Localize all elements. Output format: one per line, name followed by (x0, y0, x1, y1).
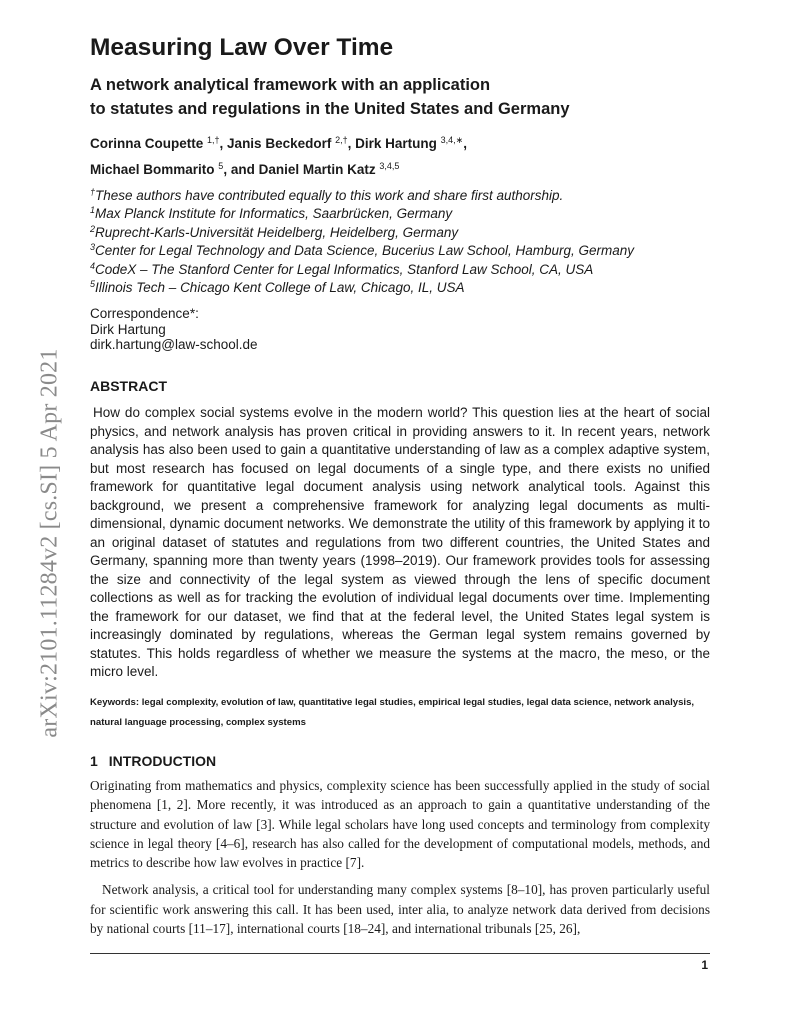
correspondence-name: Dirk Hartung (90, 321, 166, 337)
abstract-body (90, 404, 710, 682)
abstract-text: How do complex social systems evolve in the modern world? This question lies at the heart of social physics, and network analysis has proven critical in providing answers to it. In recent years, network analysis has also been used to gain a quantitative understanding of law as a complex adaptive system, but most research has focused on legal documents of a single type, and there exists no unified framework for quantitative legal document analysis using network analytical tools. Against this background, we present a comprehensive framework for analyzing legal documents as multi-dimensional, dynamic document networks. We demonstrate the utility of this framework by applying it to an original dataset of statutes and regulations from two different countries, the United States and Germany, spanning more than twenty years (1998–2019). Our framework provides tools for assessing the size and connectivity of the legal system as viewed through the lens of specific document collections as well as for tracking the evolution of individual legal documents over time. Implementing the framework for our dataset, we find that at the federal level, the United States legal system is increasingly dominated by regulations, whereas the German legal system remains governed by statutes. This holds regardless of whether we measure the systems at the macro, the meso, or the micro level. (90, 405, 710, 679)
author-line-1: Corinna Coupette $^{1,\dagger}$, Janis Beckedorf $^{2,\dagger}$, Dirk Hartung $^{3,4,∗}$, (90, 135, 467, 151)
introduction-body (90, 776, 710, 938)
arxiv-sidebar-stamp (26, 343, 74, 743)
affiliation-item: $^1$Max Planck Institute for Informatics, Saarbrücken, Germany (90, 205, 453, 222)
subtitle-line-1: A network analytical framework with an application (90, 76, 491, 94)
keywords-label: Keywords: (90, 697, 140, 708)
subtitle-line-2: to statutes and regulations in the United States and Germany (90, 100, 570, 118)
author-name: Corinna Coupette (90, 136, 204, 151)
footer-divider (90, 953, 710, 954)
section-number: 1 (90, 753, 98, 769)
author-name: Janis Beckedorf (227, 136, 332, 151)
author-line-2: Michael Bommarito $^5$, and Daniel Martin Katz $^{3,4,5}$ (90, 161, 400, 177)
affiliation-item: $^5$Illinois Tech – Chicago Kent College of Law, Chicago, IL, USA (90, 279, 465, 296)
author-affiliation-marks: 5 (218, 161, 224, 171)
introduction-heading (90, 753, 216, 769)
introduction-paragraph-1: Originating from mathematics and physics, complexity science has been successfully applied in the study of social phenomena [1, 2]. More recently, it was introduced as an approach to gain a quantitative understanding of the structure and evolution of law [3]. While legal scholars have long used concepts and terminology from complexity science in legal theory [4–6], research has also called for the development of computational models, methods, and metrics to describe how law evolves in practice [7]. (90, 778, 710, 871)
paper-title: Measuring Law Over Time (90, 34, 394, 61)
keywords-text: legal complexity, evolution of law, quantitative legal studies, empirical legal studies, legal data science, network analysis, natural language processing, complex systems (90, 697, 695, 728)
author-affiliation-marks: 1,† (207, 135, 220, 145)
correspondence-block (90, 306, 710, 353)
affiliation-item: $^3$Center for Legal Technology and Data Science, Bucerius Law School, Hamburg, Germany (90, 242, 635, 259)
paper-page (90, 32, 710, 937)
page-number: 1 (701, 958, 708, 972)
affiliation-item: $^2$Ruprecht-Karls-Universität Heidelberg, Heidelberg, Germany (90, 223, 459, 240)
author-affiliation-marks: 2,† (335, 135, 348, 145)
keywords (90, 693, 710, 733)
paper-subtitle (90, 73, 710, 121)
author-name: Michael Bommarito (90, 162, 215, 177)
arxiv-identifier: arXiv:2101.11284v2 [cs.SI] 5 Apr 2021 (36, 348, 63, 738)
author-list (90, 131, 710, 183)
affiliation-item: $^4$CodeX – The Stanford Center for Legal Informatics, Stanford Law School, CA, USA (90, 260, 594, 277)
author-affiliation-marks: 3,4,∗ (440, 135, 464, 145)
section-title: INTRODUCTION (108, 753, 217, 769)
abstract-heading: ABSTRACT (90, 378, 167, 394)
author-affiliation-marks: 3,4,5 (379, 161, 400, 171)
author-name: Dirk Hartung (355, 136, 437, 151)
correspondence-email[interactable]: dirk.hartung@law-school.de (90, 337, 258, 353)
introduction-paragraph-2: Network analysis, a critical tool for understanding many complex systems [8–10], has proven particularly useful for scientific work answering this call. It has been used, inter alia, to analyze network data derived from decisions by national courts [11–17], international courts [18–24], and international tribunals [25, 26], (90, 882, 710, 937)
affiliation-item: †These authors have contributed equally to this work and share first authorship. (90, 187, 564, 203)
author-name: Daniel Martin Katz (258, 162, 376, 177)
correspondence-label: Correspondence*: (90, 306, 199, 322)
affiliation-list (90, 187, 710, 297)
